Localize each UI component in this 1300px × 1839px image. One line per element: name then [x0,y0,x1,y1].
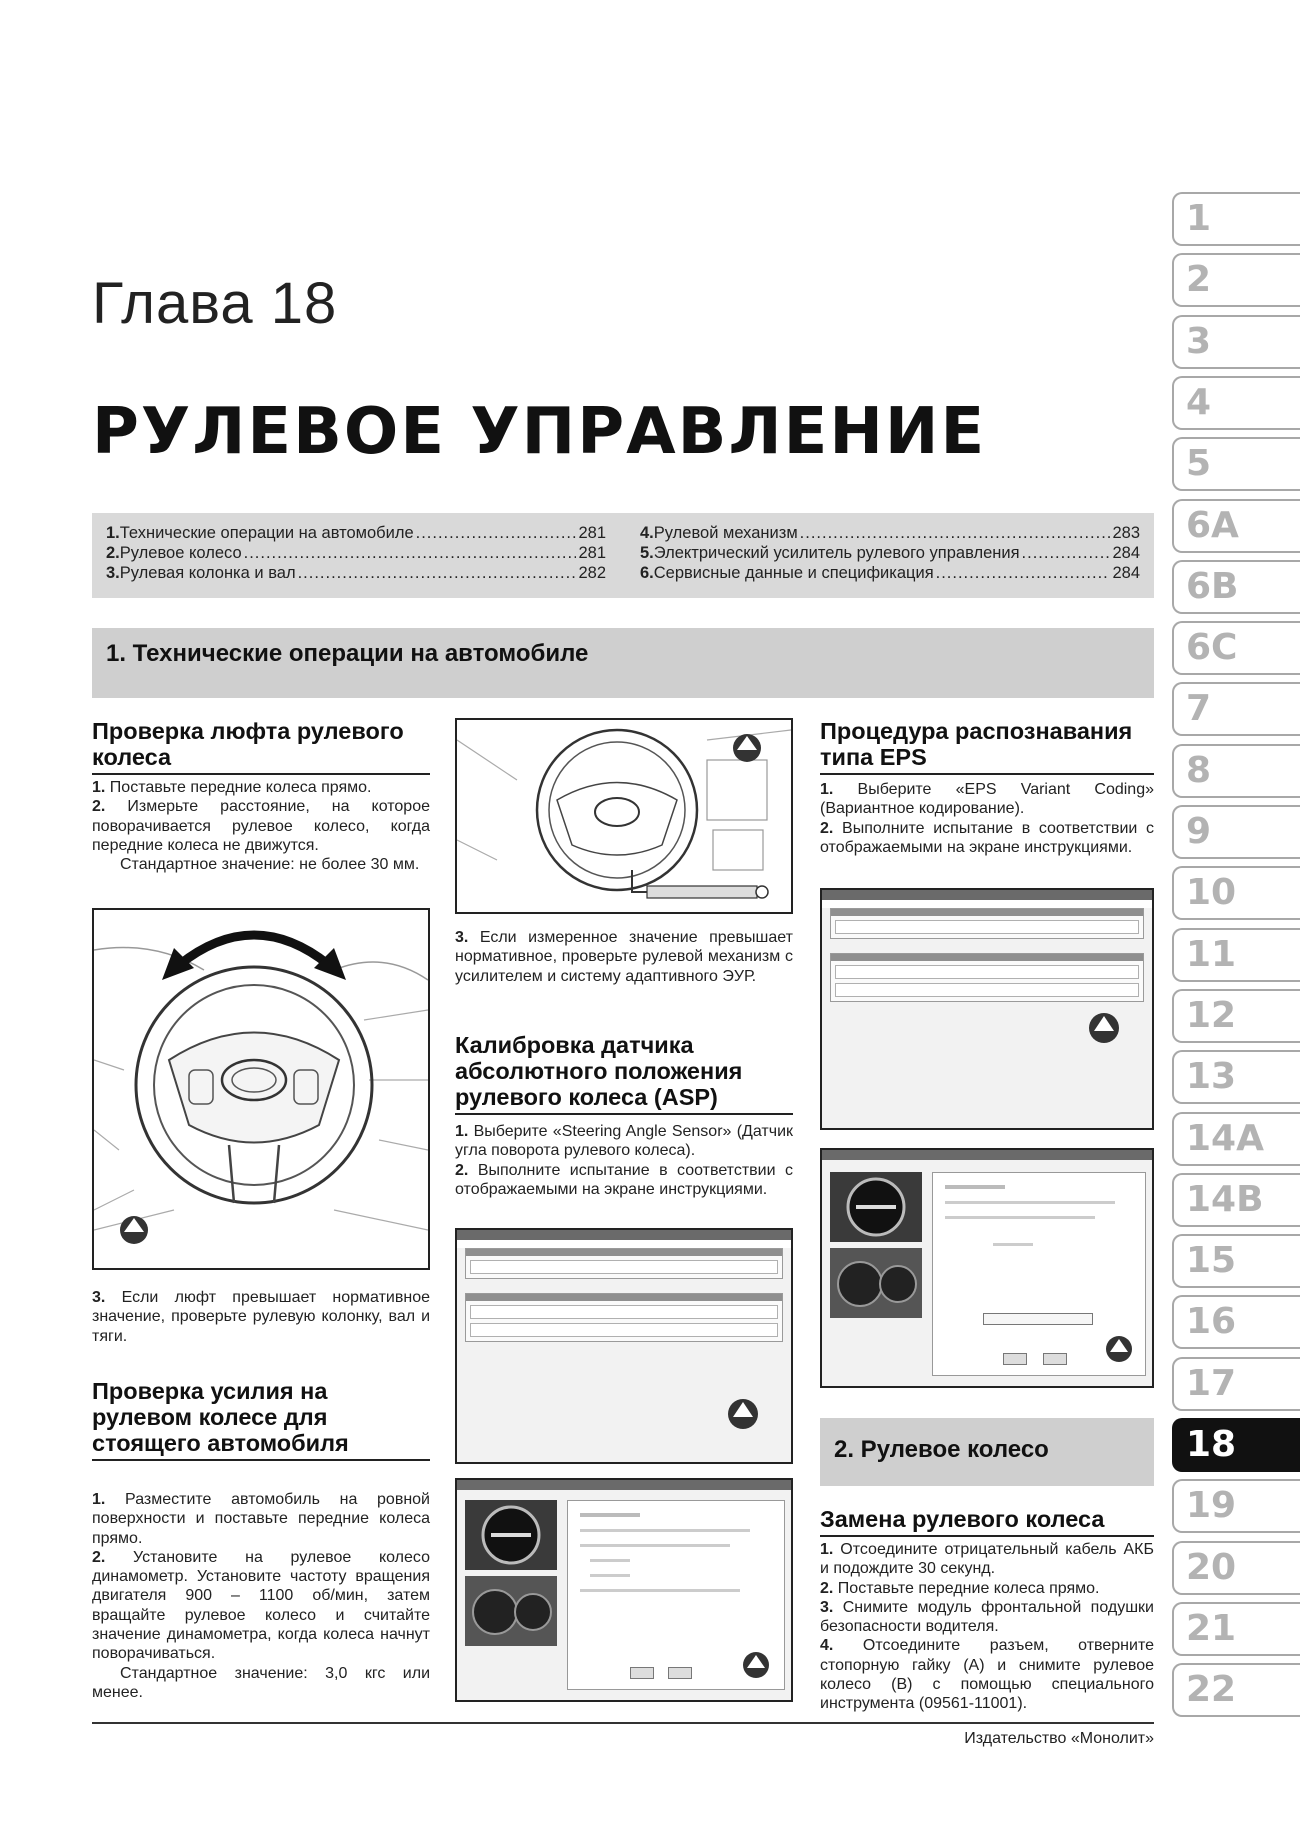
toc-page: 282 [578,564,606,582]
play-exceeds-note [92,1288,430,1346]
footer-divider [92,1722,1154,1724]
step-text: Выберите «Steering Angle Sensor» (Датчик угла поворота рулевого колеса). [455,1123,794,1160]
chapter-tab-8[interactable]: 8 [1172,744,1300,798]
heading-steering-effort: Проверка усилия на рулевом колесе для стоящего автомобиля [92,1378,430,1461]
menu-group [465,1293,783,1342]
heading-steering-play: Проверка люфта рулевого колеса [92,718,430,775]
figure-asp-dialog [455,1478,793,1702]
step-number: 3. [92,1289,106,1306]
window-body [822,1160,1152,1386]
step-number: 1. [92,779,106,796]
figure-steering-wheel-measurement [455,718,793,914]
toc-page: 284 [1112,544,1140,562]
chapter-tab-12[interactable]: 12 [1172,989,1300,1043]
chapter-tab-9[interactable]: 9 [1172,805,1300,859]
logo-icon [723,1394,763,1434]
chapter-tab-16[interactable]: 16 [1172,1295,1300,1349]
toc-text: Электрический усилитель рулевого управления [653,544,1020,562]
chapter-tab-2[interactable]: 2 [1172,253,1300,307]
window-titlebar [822,890,1152,900]
figure-steering-wheel-play [92,908,430,1270]
chapter-tab-10[interactable]: 10 [1172,866,1300,920]
toc-text: Сервисные данные и спецификация [653,564,934,582]
gauge-icons [465,1500,557,1650]
chapter-tab-3[interactable]: 3 [1172,315,1300,369]
figure-diagnostic-menu-asp [455,1228,793,1464]
toc-num: 1. [106,524,120,542]
toc-num: 3. [106,564,120,582]
step-number: 3. [455,929,469,946]
step-text: Отсоедините разъем, отверните стопорную гайку (A) и снимите рулевое колесо (B) с помощью специального инструмента (09561-11001). [820,1637,1154,1713]
chapter-tab-20[interactable]: 20 [1172,1541,1300,1595]
step-number: 1. [92,1491,106,1508]
table-of-contents [92,513,1154,598]
step-number: 2. [455,1161,469,1179]
step-text: Если измеренное значение превышает нормативное, проверьте рулевой механизм с усилителем и систему адаптивного ЭУР. [455,929,793,985]
window-body [457,1248,791,1464]
toc-text: Технические операции на автомобиле [119,524,414,542]
chapter-tab-19[interactable]: 19 [1172,1479,1300,1533]
chapter-tab-17[interactable]: 17 [1172,1357,1300,1411]
toc-item[interactable] [640,563,1140,583]
cancel-button[interactable] [668,1667,692,1679]
chapter-tab-14b[interactable]: 14B [1172,1173,1300,1227]
step-text: Поставьте передние колеса прямо. [109,779,372,796]
wheel-replacement-steps [820,1540,1154,1714]
chapter-tab-13[interactable]: 13 [1172,1050,1300,1104]
publisher-footer: Издательство «Монолит» [964,1730,1154,1747]
chapter-tab-1[interactable]: 1 [1172,192,1300,246]
step-text: Поставьте передние колеса прямо. [837,1579,1100,1597]
step-text: Отсоедините отрицательный кабель АКБ и подождите 30 секунд. [820,1541,1154,1578]
step-number: 1. [820,1541,834,1558]
window-titlebar [457,1480,791,1490]
toc-item[interactable] [106,563,606,583]
toc-num: 4. [640,524,654,542]
chapter-tab-6a[interactable]: 6A [1172,499,1300,553]
menu-group [830,908,1144,939]
dialog-panel [567,1500,785,1690]
step-text: Выполните испытание в соответствии с отображаемыми на экране инструкциями. [455,1161,793,1198]
toc-leader [936,563,1111,583]
toc-num: 5. [640,544,654,562]
toc-page: 281 [578,524,606,542]
chapter-tab-21[interactable]: 21 [1172,1602,1300,1656]
toc-num: 2. [106,544,120,562]
section-heading-2: 2. Рулевое колесо [820,1418,1154,1486]
logo-icon [738,1647,774,1683]
section-heading-1: 1. Технические операции на автомобиле [92,628,1154,698]
steering-play-steps [92,778,430,874]
logo-icon [1084,1008,1124,1048]
step-text: Измерьте расстояние, на которое поворачивается рулевое колесо, когда передние колеса не движутся. [92,798,430,854]
dropdown[interactable] [983,1313,1093,1325]
step-number: 3. [820,1598,834,1616]
window-body [822,908,1152,1130]
heading-wheel-replacement: Замена рулевого колеса [820,1506,1154,1537]
measured-exceeds-note [455,928,793,986]
heading-asp-calibration: Калибровка датчика абсолютного положения рулевого колеса (ASP) [455,1032,793,1115]
logo-icon [1101,1331,1137,1367]
toc-leader [298,563,577,583]
toc-text: Рулевой механизм [653,524,798,542]
figure-eps-menu [820,888,1154,1130]
menu-group [830,953,1144,1002]
chapter-tab-6b[interactable]: 6B [1172,560,1300,614]
gauge-icons [830,1172,922,1322]
standard-value-text: Стандартное значение: не более 30 мм. [120,856,420,874]
toc-item[interactable] [640,543,1140,563]
toc-num: 6. [640,564,654,582]
window-titlebar [822,1150,1152,1160]
step-number: 1. [820,781,834,798]
step-number: 2. [92,798,106,816]
steering-wheel-illustration [94,910,428,1268]
step-number: 2. [820,819,834,837]
step-text: Установите на рулевое колесо динамометр. Установите частоту вращения двигателя 900 – 1100 об/мин, затем вращайте рулевое колесо и считайте значение динамометра, когда колеса начнут поворачиваться. [92,1548,430,1663]
chapter-tab-18[interactable]: 18 [1172,1418,1300,1472]
toc-item[interactable] [106,523,606,543]
chapter-tab-6c[interactable]: 6C [1172,621,1300,675]
toc-page: 284 [1112,564,1140,582]
step-text: Выберите «EPS Variant Coding» (Вариантное кодирование). [820,781,1154,818]
toc-item[interactable] [106,543,606,563]
toc-page: 281 [578,544,606,562]
chapter-tab-5[interactable]: 5 [1172,437,1300,491]
toc-page: 283 [1112,524,1140,542]
step-number: 2. [820,1579,834,1597]
toc-leader [416,523,577,543]
step-text: Выполните испытание в соответствии с отображаемыми на экране инструкциями. [820,819,1154,856]
chapter-tab-14a[interactable]: 14A [1172,1112,1300,1166]
chapter-label: Глава 18 [92,271,338,336]
heading-eps-recognition: Процедура распознавания типа EPS [820,718,1154,775]
steering-effort-steps [92,1490,430,1702]
ok-button[interactable] [630,1667,654,1679]
step-text: Разместите автомобиль на ровной поверхности и поставьте передние колеса прямо. [92,1491,430,1547]
toc-leader [800,523,1111,543]
menu-group [465,1248,783,1279]
chapter-tab-15[interactable]: 15 [1172,1234,1300,1288]
asp-calibration-steps [455,1122,793,1199]
toc-leader [1022,543,1111,563]
step-number: 2. [92,1548,106,1566]
dialog-panel [932,1172,1146,1376]
standard-value-text: Стандартное значение: 3,0 кгс или менее. [92,1664,430,1701]
eps-recognition-steps [820,780,1154,857]
toc-right-column [640,523,1140,588]
step-text: Если люфт превышает нормативное значение, проверьте рулевую колонку, вал и тяги. [92,1289,430,1345]
step-text: Снимите модуль фронтальной подушки безопасности водителя. [820,1598,1154,1636]
toc-text: Рулевая колонка и вал [119,564,296,582]
chapter-tab-22[interactable]: 22 [1172,1663,1300,1717]
chapter-tab-4[interactable]: 4 [1172,376,1300,430]
chapter-tab-7[interactable]: 7 [1172,682,1300,736]
toc-left-column [106,523,606,588]
chapter-tab-11[interactable]: 11 [1172,928,1300,982]
toc-text: Рулевое колесо [119,544,242,562]
window-titlebar [457,1230,791,1240]
toc-leader [244,543,577,563]
step-number: 1. [455,1123,469,1140]
figure-eps-dialog [820,1148,1154,1388]
chapter-title: РУЛЕВОЕ УПРАВЛЕНИЕ [92,395,987,469]
step-number: 4. [820,1637,834,1655]
toc-item[interactable] [640,523,1140,543]
cancel-button[interactable] [1043,1353,1067,1365]
ok-button[interactable] [1003,1353,1027,1365]
window-body [457,1490,791,1700]
steering-measurement-illustration [457,720,791,912]
